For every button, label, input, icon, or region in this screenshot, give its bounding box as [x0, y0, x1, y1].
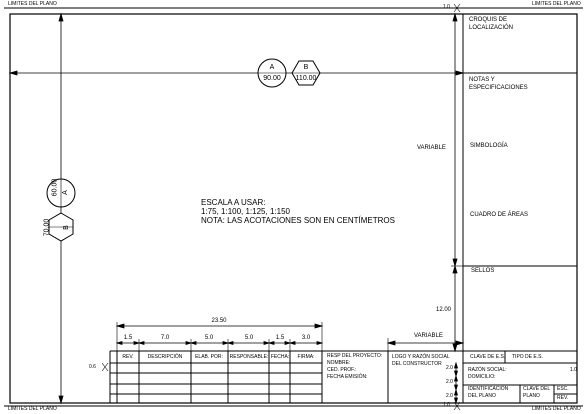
- ident-line2: DEL PLANO: [468, 393, 496, 399]
- esc-label: ESC.: [557, 386, 569, 392]
- margin-value-left: 0.6: [89, 364, 96, 370]
- row-height: 2.0: [446, 393, 453, 399]
- arrow-head: [59, 396, 63, 403]
- cuadro-title: CUADRO DE ÁREAS: [470, 212, 529, 218]
- rev-label: REV.: [557, 395, 569, 401]
- clave-es-label: CLAVE DE E.S.: [470, 354, 506, 360]
- notas-title-line2: ESPECIFICACIONES: [469, 85, 528, 91]
- margin-value-top: 1.0: [443, 4, 450, 10]
- dim-a-vertical-label: A: [61, 190, 69, 195]
- rev-col-width: 7.0: [160, 335, 170, 341]
- resp-line3: CED. PROF.:: [327, 367, 357, 373]
- rev-col-width: 5.0: [244, 335, 254, 341]
- rev-header: DESCRIPCIÓN: [147, 354, 183, 360]
- limit-label-top-right: LIMITES DEL PLANO: [532, 1, 581, 7]
- resp-line1: RESP DEL PROYECTO:: [327, 353, 383, 359]
- arrow-head: [453, 266, 457, 273]
- dim-a-vertical-value: 60.00: [51, 178, 59, 197]
- croquis-title-line2: LOCALIZACIÓN: [469, 25, 514, 31]
- tipo-es-label: TIPO DE E.S.: [512, 354, 543, 360]
- arrow-head: [59, 14, 63, 21]
- arrow-head: [453, 14, 457, 21]
- rev-header: FECHA:: [270, 354, 290, 360]
- sellos-title: SELLOS: [471, 268, 495, 274]
- rev-col-width: 1.5: [123, 335, 133, 341]
- clave-plano-line1: CLAVE DEL: [523, 386, 551, 392]
- croquis-title-line1: CROQUIS DE: [469, 17, 508, 23]
- logo-line2: DEL CONSTRUCTOR: [392, 361, 442, 367]
- variable-label-vertical: VARIABLE: [417, 145, 446, 151]
- logo-line1: LOGO Y RAZÓN SOCIAL: [392, 354, 450, 360]
- margin-value-right: 1.0: [570, 367, 577, 373]
- margin-value-bottom: 1.0: [443, 402, 450, 408]
- arrow-head: [315, 324, 322, 328]
- rev-header: FIRMA:: [297, 354, 315, 360]
- sellos-dim-value: 12.00: [436, 307, 452, 313]
- rev-total-width: 23.50: [211, 318, 227, 324]
- arrow-head: [10, 71, 17, 75]
- rev-header: ELAB. POR:: [195, 354, 223, 360]
- rev-col-width: 5.0: [204, 335, 214, 341]
- arrow-head: [117, 324, 124, 328]
- dim-b-label: B: [303, 64, 309, 71]
- rev-col-width: 1.5: [275, 335, 285, 341]
- ident-line1: IDENTIFICACIÓN: [468, 386, 509, 392]
- row-height: 2.0: [446, 365, 453, 371]
- razon-line1: RAZÓN SOCIAL:: [468, 367, 507, 373]
- dim-a-value: 90.00: [263, 75, 281, 82]
- rev-header: RESPONSABLE:: [229, 354, 269, 360]
- note-line3: NOTA: LAS ACOTACIONES SON EN CENTÍMETROS: [201, 216, 395, 225]
- dim-b-vertical-label: B: [62, 225, 70, 230]
- margin-marker: [102, 363, 108, 371]
- rev-col-width: 3.0: [301, 335, 311, 341]
- rev-header: REV.: [122, 354, 134, 360]
- variable-label-horizontal: VARIABLE: [414, 333, 443, 339]
- dim-b-vertical-value: 70.00: [43, 218, 51, 237]
- limit-label-top-left: LIMITES DEL PLANO: [8, 1, 57, 7]
- simbologia-title: SIMBOLOGÍA: [470, 143, 508, 149]
- arrow-head: [456, 71, 463, 75]
- resp-line4: FECHA EMISIÓN:: [327, 374, 368, 380]
- notas-title-line1: NOTAS Y: [469, 77, 495, 83]
- note-line1: ESCALA A USAR:: [201, 198, 266, 207]
- resp-line2: NOMBRE:: [327, 360, 351, 366]
- clave-plano-line2: PLANO: [523, 393, 540, 399]
- limit-label-bottom-left: LIMITES DEL PLANO: [8, 406, 57, 412]
- limit-label-bottom-right: LIMITES DEL PLANO: [532, 406, 581, 412]
- dim-a-label: A: [269, 64, 275, 71]
- note-line2: 1:75, 1:100, 1:125, 1:150: [201, 207, 290, 216]
- row-height: 2.0: [446, 379, 453, 385]
- dim-b-value: 110.00: [295, 75, 317, 82]
- razon-line2: DOMICILIO:: [468, 374, 496, 380]
